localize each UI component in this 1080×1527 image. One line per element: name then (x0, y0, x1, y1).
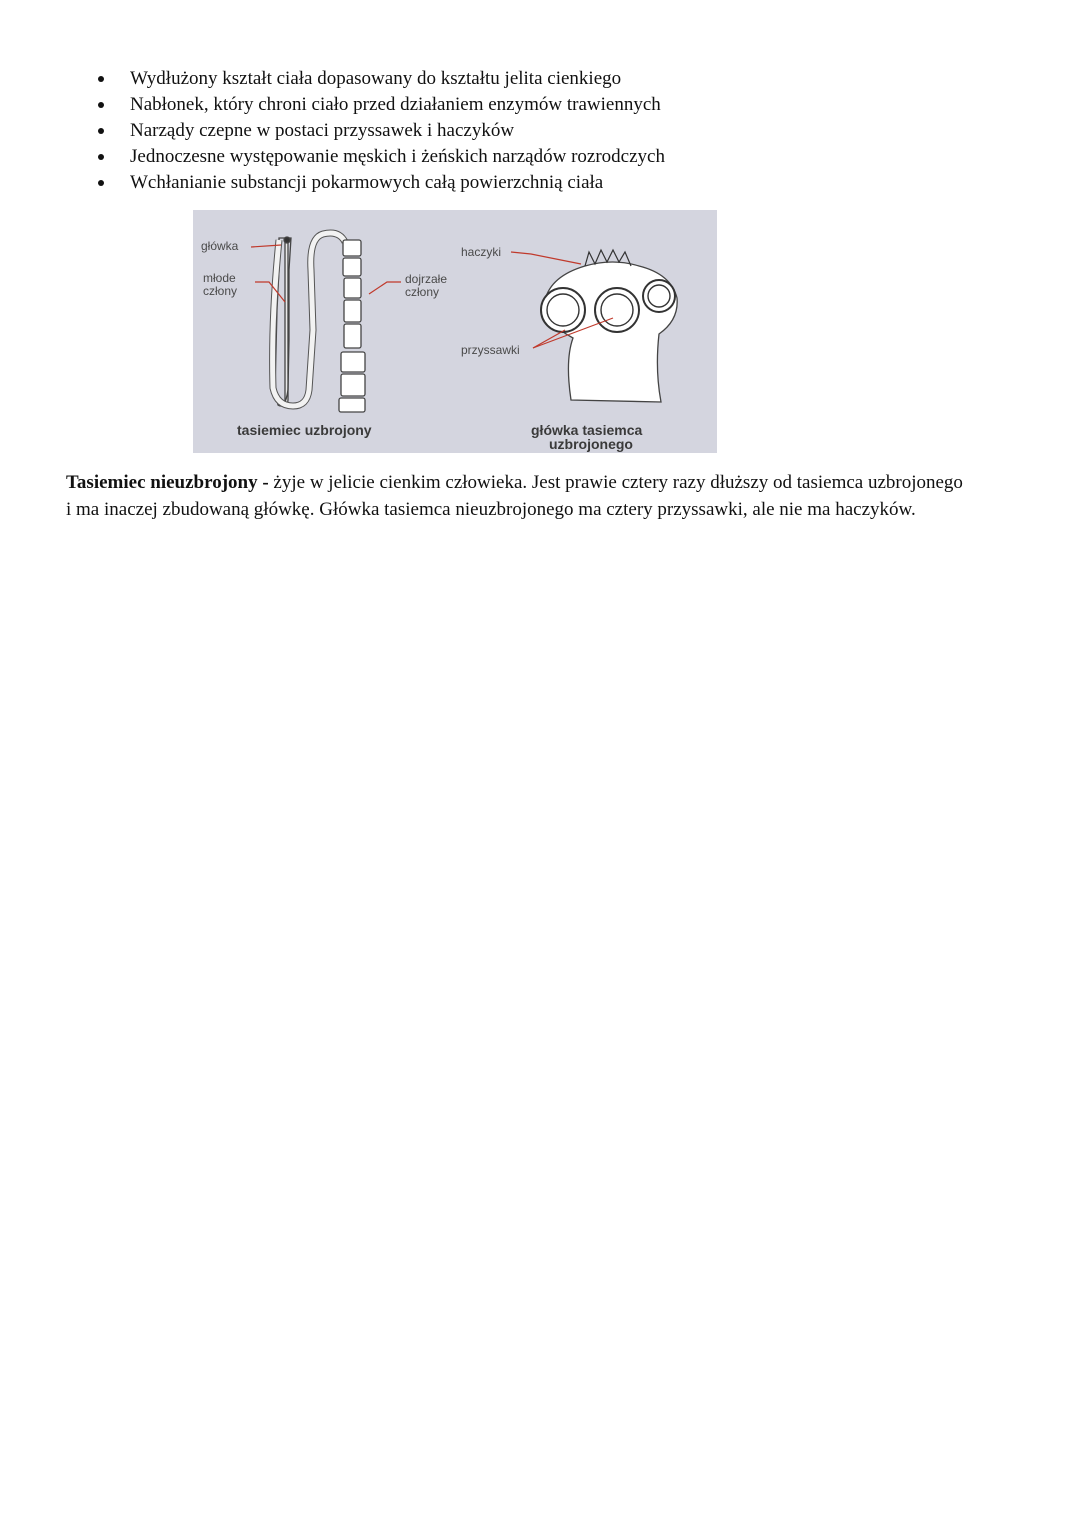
bullet-item (96, 144, 665, 170)
description-paragraph (66, 469, 1026, 523)
caption-right-1: główka tasiemca (531, 422, 643, 438)
tapeworm-illustration (193, 210, 717, 453)
bullet-text: Narządy czepne w postaci przyssawek i haczyków (130, 120, 515, 141)
bullet-list (96, 66, 665, 196)
paragraph-line-2: i ma inaczej zbudowaną główkę. Główka tasiemca nieuzbrojonego ma cztery przyssawki, ale nie ma haczyków. (66, 499, 916, 520)
label-przyssawki: przyssawki (461, 343, 520, 357)
caption-right-2: uzbrojonego (549, 436, 633, 452)
bullet-item (96, 170, 665, 196)
bullet-dot (98, 76, 104, 82)
label-dojrzale-2: człony (405, 285, 440, 299)
bullet-dot (98, 180, 104, 186)
bullet-text: Nabłonek, który chroni ciało przed działaniem enzymów trawiennych (130, 94, 661, 115)
bullet-dot (98, 154, 104, 160)
tapeworm-figure (193, 210, 717, 453)
bullet-item (96, 92, 665, 118)
bullet-dot (98, 128, 104, 134)
bullet-text: Jednoczesne występowanie męskich i żeńskich narządów rozrodczych (130, 146, 665, 167)
bullet-text: Wchłanianie substancji pokarmowych całą powierzchnią ciała (130, 172, 604, 193)
scolex-drawing (541, 250, 677, 402)
label-mlode-1: młode (203, 271, 236, 285)
caption-left: tasiemiec uzbrojony (237, 422, 372, 438)
label-dojrzale-1: dojrzałe (405, 272, 448, 286)
paragraph-line-1: żyje w jelicie cienkim człowieka. Jest prawie cztery razy dłuższy od tasiemca uzbrojonego (268, 472, 963, 493)
bullet-item (96, 118, 665, 144)
label-mlode-2: człony (203, 284, 238, 298)
paragraph-term: Tasiemiec nieuzbrojony - (66, 472, 269, 493)
label-glowka: główka (201, 239, 239, 253)
bullet-item (96, 66, 665, 92)
label-haczyki: haczyki (461, 245, 502, 259)
bullet-dot (98, 102, 104, 108)
tapeworm-body (273, 233, 365, 412)
bullet-text: Wydłużony kształt ciała dopasowany do kształtu jelita cienkiego (130, 68, 622, 89)
